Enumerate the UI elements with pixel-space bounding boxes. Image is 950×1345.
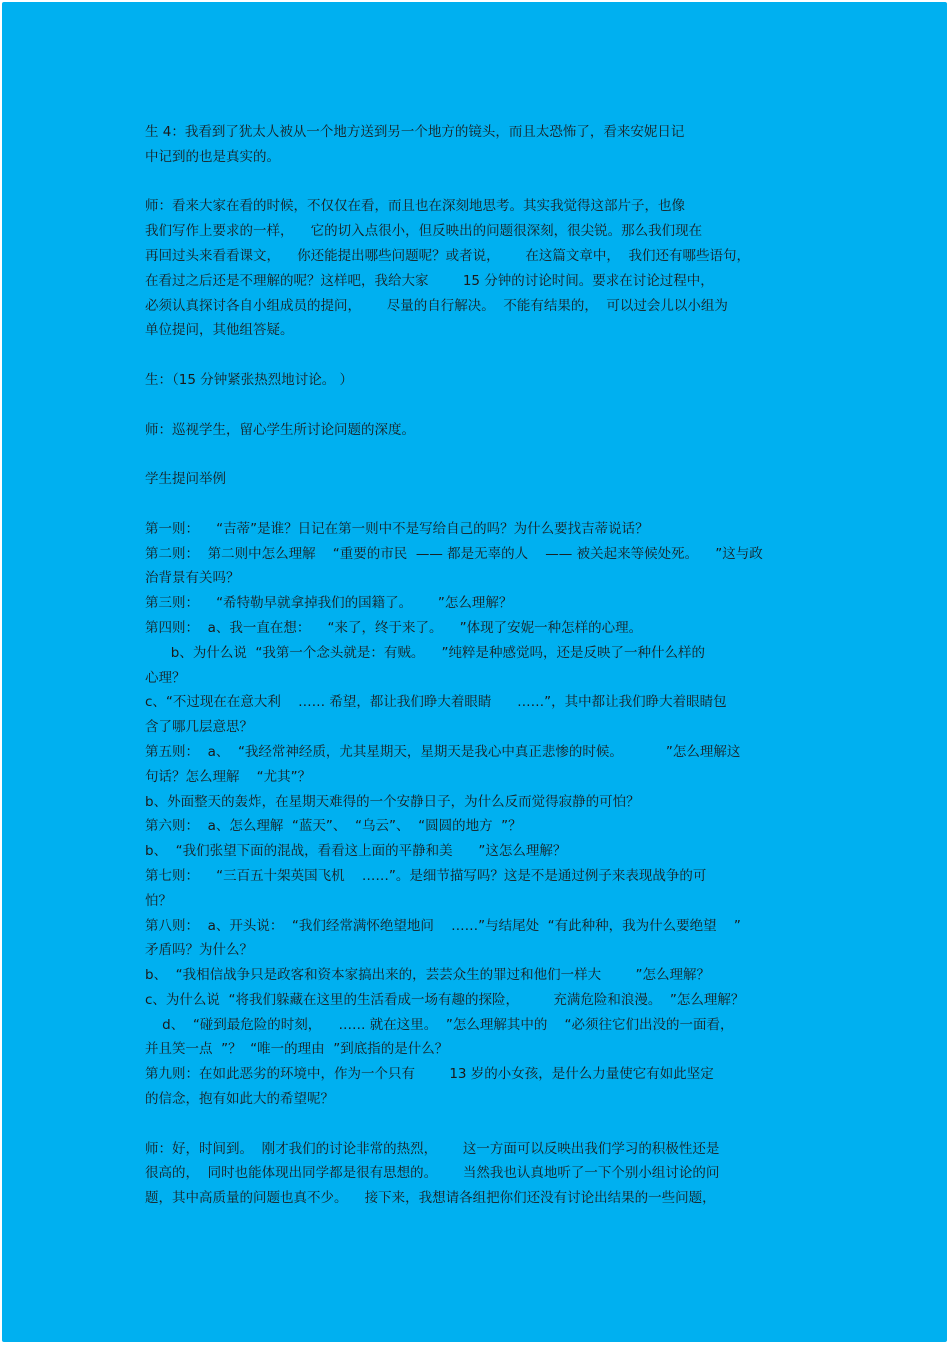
text-line: 第七则： “三百五十架英国飞机 ……”。是细节描写吗？这是不是通过例子来表现战争的可 [145,867,707,884]
paragraph-gap [145,1112,825,1137]
text-line: 的信念，抱有如此大的希望呢？ [145,1091,334,1108]
text-line: b、为什么说 “我第一个念头就是：有贼。 ”纯粹是种感觉吗，还是反映了一种什么样的 [145,644,706,661]
paragraph-gap [145,393,825,418]
text-line: 题，其中高质量的问题也真不少。 接下来，我想请各组把你们还没有讨论出结果的一些问题， [145,1190,716,1207]
paragraph-gap [145,442,825,467]
text-line: 必须认真探讨各自小组成员的提问， 尽量的自行解决。 不能有结果的， 可以过会儿以小组为 [145,297,728,314]
text-line: 含了哪几层意思？ [145,719,253,736]
text-line: 并且笑一点 ”？ “唯一的理由 ”到底指的是什么？ [145,1041,449,1058]
text-line: 第五则： a、 “我经常神经质，尤其星期天，星期天是我心中真正悲惨的时候。 ”怎么理解这 [145,743,741,760]
text-line: 生 4：我看到了犹太人被从一个地方送到另一个地方的镜头，而且太恐怖了，看来安妮日记 [145,124,685,140]
text-line: 再回过头来看看课文， 你还能提出哪些问题呢？或者说， 在这篇文章中， 我们还有哪些语句， [145,247,750,264]
text-line: 师：巡视学生，留心学生所讨论问题的深度。 [145,421,415,438]
text-line: b、 “我们张望下面的混战，看看这上面的平静和美 ”这怎么理解？ [145,843,567,860]
text-line: 第九则：在如此恶劣的环境中，作为一个只有 13 岁的小女孩，是什么力量使它有如此坚定 [145,1066,714,1083]
text-line: b、 “我相信战争只是政客和资本家搞出来的，芸芸众生的罪过和他们一样大 ”怎么理解？ [145,967,710,984]
text-line: 很高的， 同时也能体现出同学都是很有思想的。 当然我也认真地听了一下个别小组讨论的问 [145,1165,720,1182]
text-line: c、为什么说 “将我们躲藏在这里的生活看成一场有趣的探险， 充满危险和浪漫。 ”怎么理解？ [145,991,745,1008]
text-line: 师：好，时间到。 刚才我们的讨论非常的热烈， 这一方面可以反映出我们学习的积极性还是 [145,1140,720,1157]
text-line: 师：看来大家在看的时候，不仅仅在看，而且也在深刻地思考。其实我觉得这部片子，也像 [145,198,685,215]
document-body [145,120,825,1211]
text-line: 学生提问举例 [145,471,226,488]
text-line: 第四则： a、我一直在想： “来了，终于来了。 ”体现了安妮一种怎样的心理。 [145,619,643,636]
text-line: 治背景有关吗？ [145,570,240,587]
paragraph-gap [145,170,825,195]
text-line: 第六则： a、怎么理解 “蓝天”、 “乌云”、 “圆圆的地方 ”？ [145,818,522,835]
text-line: 怕？ [145,892,172,909]
paragraph-gap [145,492,825,517]
text-line: 心理？ [145,669,186,686]
text-line: 第八则： a、开头说： “我们经常满怀绝望地问 ……”与结尾处 “有此种种，我为什么要绝望 ” [145,917,741,934]
text-line: d、 “碰到最危险的时刻， …… 就在这里。 ”怎么理解其中的 “必须往它们出没的一面看， [145,1016,734,1033]
text-line: 第一则： “吉蒂”是谁？日记在第一则中不是写给自己的吗？为什么要找吉蒂说话？ [145,520,649,537]
text-line: 生：（15 分钟紧张热烈地讨论。 ） [145,371,354,388]
text-line: b、外面整天的轰炸，在星期天难得的一个安静日子，为什么反而觉得寂静的可怕？ [145,793,640,810]
paragraph-gap [145,343,825,368]
text-line: c、“不过现在在意大利 …… 希望，都让我们睁大着眼睛 ……”，其中都让我们睁大着眼睛包 [145,694,727,711]
text-line: 在看过之后还是不理解的呢？这样吧，我给大家 15 分钟的讨论时间。要求在讨论过程中， [145,272,714,289]
text-line: 句话？怎么理解 “尤其”？ [145,768,312,785]
document-page [2,2,947,1342]
text-line: 第三则： “希特勒早就拿掉我们的国籍了。 ”怎么理解？ [145,595,513,612]
text-line: 单位提问，其他组答疑。 [145,322,294,339]
text-line: 中记到的也是真实的。 [145,148,280,165]
text-line: 我们写作上要求的一样， 它的切入点很小，但反映出的问题很深刻，很尖锐。那么我们现在 [145,223,703,240]
text-line: 第二则： 第二则中怎么理解 “重要的市民 —— 都是无辜的人 —— 被关起来等候处死。 ”这与政 [145,545,763,562]
text-line: 矛盾吗？为什么？ [145,942,253,959]
